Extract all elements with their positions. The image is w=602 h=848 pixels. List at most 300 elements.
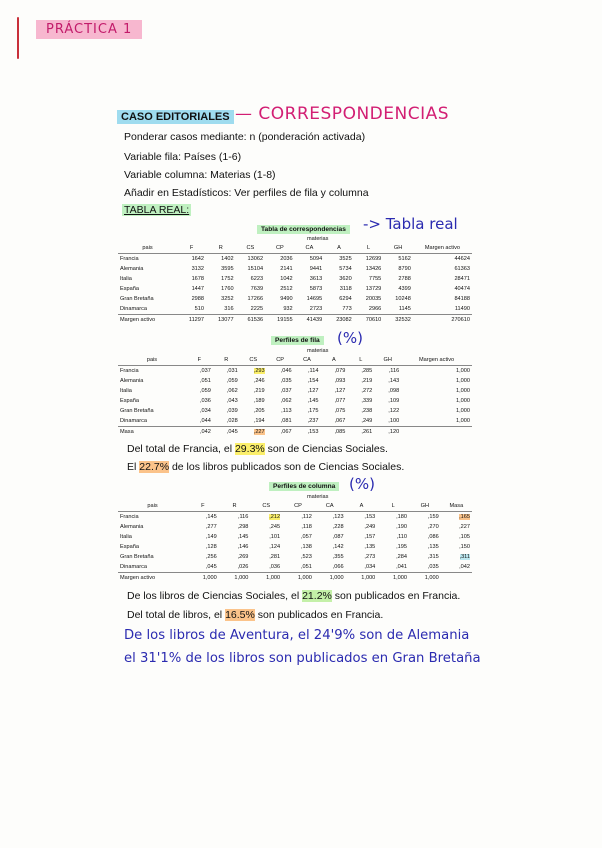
table-cell: ,034 bbox=[199, 408, 211, 414]
table-cell: ,138 bbox=[300, 544, 312, 550]
instruction-line-3: Variable columna: Materias (1-8) bbox=[124, 169, 276, 181]
table-cell: 11490 bbox=[454, 306, 470, 312]
table-cell: ,153 bbox=[364, 514, 376, 520]
table-cell: ,041 bbox=[396, 564, 408, 570]
table-cell: 270610 bbox=[413, 315, 472, 326]
table3-col-header: CA bbox=[314, 501, 346, 512]
table-row bbox=[118, 427, 472, 438]
table-cell: 13426 bbox=[365, 266, 382, 272]
row-label: Dinamarca bbox=[120, 564, 148, 570]
table-cell: ,067 bbox=[267, 427, 294, 438]
table-cell: 2225 bbox=[250, 306, 264, 312]
table2-annotation: (%) bbox=[337, 329, 363, 347]
table-cell: ,355 bbox=[332, 554, 344, 560]
table2-col-header: F bbox=[186, 355, 213, 366]
handwritten-title: — CORRESPONDENCIAS bbox=[235, 104, 450, 124]
table2-col-header: CA bbox=[294, 355, 321, 366]
table2-group-label: materias bbox=[307, 348, 329, 354]
table3-col-header: L bbox=[377, 501, 409, 512]
table-cell: ,149 bbox=[205, 534, 217, 540]
table2-col-header: L bbox=[347, 355, 374, 366]
table2-col-header: GH bbox=[374, 355, 401, 366]
table-cell: 13062 bbox=[247, 256, 264, 262]
table-cell: 6223 bbox=[250, 276, 264, 282]
table-row bbox=[118, 376, 472, 386]
table-cell: ,189 bbox=[253, 398, 265, 404]
table-row bbox=[118, 304, 472, 315]
table-cell: ,062 bbox=[280, 398, 292, 404]
table2-col-header: R bbox=[213, 355, 240, 366]
row-label: Margen activo bbox=[118, 315, 177, 326]
table-cell: ,075 bbox=[334, 408, 346, 414]
table-cell: ,298 bbox=[237, 524, 249, 530]
table-row bbox=[118, 522, 472, 532]
table3-annotation: (%) bbox=[349, 475, 375, 493]
table-cell: ,228 bbox=[332, 524, 344, 530]
table-cell: 5162 bbox=[398, 256, 411, 262]
table-cell: 1,000 bbox=[409, 573, 441, 584]
table-cell: ,059 bbox=[226, 378, 238, 384]
table-cell: ,101 bbox=[269, 534, 281, 540]
row-label: Gran Bretaña bbox=[120, 296, 154, 302]
table-cell: 2988 bbox=[191, 296, 205, 302]
row-label: Masa bbox=[118, 427, 186, 438]
table-cell: ,028 bbox=[226, 418, 238, 424]
table-cell: ,153 bbox=[294, 427, 321, 438]
table-row bbox=[118, 532, 472, 542]
table-cell: ,067 bbox=[334, 418, 346, 424]
table-cell: 1,000 bbox=[314, 573, 346, 584]
table-cell: 7639 bbox=[250, 286, 264, 292]
table-row bbox=[118, 264, 472, 274]
tabla-real-label: TABLA REAL: bbox=[124, 204, 190, 216]
table1-annotation: -> Tabla real bbox=[363, 215, 458, 233]
table-cell: ,036 bbox=[269, 564, 281, 570]
table1-col-header: R bbox=[206, 243, 236, 254]
row-label: Gran Bretaña bbox=[120, 554, 154, 560]
table-cell: ,077 bbox=[334, 398, 346, 404]
table-row bbox=[118, 274, 472, 284]
table-cell: 1,000 bbox=[250, 573, 282, 584]
table-cell: 28471 bbox=[454, 276, 470, 282]
table-cell: ,195 bbox=[396, 544, 408, 550]
table-cell: ,277 bbox=[205, 524, 217, 530]
table-cell: ,143 bbox=[388, 378, 400, 384]
table-cell: ,109 bbox=[388, 398, 400, 404]
table-cell: ,523 bbox=[300, 554, 312, 560]
table-cell: 40474 bbox=[454, 286, 470, 292]
table-cell bbox=[401, 427, 472, 438]
table-cell: ,159 bbox=[427, 514, 439, 520]
stat3-value: 21.2% bbox=[302, 590, 332, 602]
table1-row-header: pais bbox=[118, 243, 177, 254]
table-cell: ,284 bbox=[396, 554, 408, 560]
table-cell: ,114 bbox=[307, 368, 319, 374]
table-cell: ,085 bbox=[320, 427, 347, 438]
stat4-value: 16.5% bbox=[225, 609, 255, 621]
table-cell: 9490 bbox=[280, 296, 293, 302]
stat-cs-francia bbox=[127, 590, 460, 602]
table1-col-header: L bbox=[354, 243, 384, 254]
table-cell bbox=[441, 512, 472, 523]
table-cell: ,122 bbox=[388, 408, 400, 414]
highlighted-value: ,227 bbox=[253, 429, 265, 435]
table-cell: ,180 bbox=[396, 514, 408, 520]
table-cell: 5094 bbox=[309, 256, 323, 262]
table-cell bbox=[250, 512, 282, 523]
table-cell: ,219 bbox=[253, 388, 265, 394]
table-row bbox=[118, 512, 472, 523]
table-cell: ,057 bbox=[300, 534, 312, 540]
row-label: Dinamarca bbox=[120, 306, 148, 312]
table-cell: ,079 bbox=[334, 368, 346, 374]
table-cell: ,339 bbox=[361, 398, 373, 404]
table1-col-header: CA bbox=[295, 243, 325, 254]
table-cell: ,157 bbox=[364, 534, 376, 540]
table1 bbox=[118, 243, 472, 325]
table-cell: ,145 bbox=[205, 514, 217, 520]
table-cell: ,118 bbox=[301, 524, 312, 530]
table-row bbox=[118, 284, 472, 294]
table-cell: 15104 bbox=[247, 266, 264, 272]
stat1-post: son de Ciencias Sociales. bbox=[264, 443, 388, 455]
table-cell: 3132 bbox=[191, 266, 205, 272]
table-cell: ,261 bbox=[347, 427, 374, 438]
table-cell: 2141 bbox=[280, 266, 293, 272]
table-cell: 8790 bbox=[398, 266, 411, 272]
table-cell: 316 bbox=[224, 306, 234, 312]
table2-col-header: CS bbox=[240, 355, 267, 366]
handwritten-note-1: De los libros de Aventura, el 24'9% son de Alemania bbox=[124, 628, 470, 643]
table-cell bbox=[441, 573, 472, 584]
table-cell: 1,000 bbox=[456, 398, 470, 404]
row-label: Italia bbox=[120, 276, 132, 282]
table-cell: 19155 bbox=[265, 315, 295, 326]
table-cell: ,034 bbox=[364, 564, 376, 570]
table-cell: ,249 bbox=[361, 418, 373, 424]
table-cell: 1042 bbox=[280, 276, 293, 282]
table-cell: ,194 bbox=[253, 418, 265, 424]
table-cell: 3613 bbox=[309, 276, 323, 282]
table2 bbox=[118, 355, 472, 437]
table-cell: ,120 bbox=[374, 427, 401, 438]
table-cell bbox=[441, 552, 472, 562]
row-label: Alemania bbox=[120, 266, 144, 272]
table-row bbox=[118, 552, 472, 562]
table-cell: 1,000 bbox=[377, 573, 409, 584]
table3-header-row bbox=[118, 501, 472, 512]
table-cell: ,124 bbox=[269, 544, 281, 550]
table-row bbox=[118, 315, 472, 326]
table-cell: ,246 bbox=[253, 378, 265, 384]
table-cell: ,110 bbox=[396, 534, 408, 540]
table-cell: ,145 bbox=[307, 398, 319, 404]
table-cell: ,142 bbox=[332, 544, 344, 550]
table-cell: ,269 bbox=[237, 554, 249, 560]
table-cell: ,042 bbox=[186, 427, 213, 438]
table-cell: 12699 bbox=[365, 256, 382, 262]
table-row bbox=[118, 562, 472, 573]
table1-col-header: CS bbox=[236, 243, 266, 254]
table-cell: 3252 bbox=[221, 296, 234, 302]
row-label: Italia bbox=[120, 534, 132, 540]
table1-group-label: materias bbox=[307, 236, 329, 242]
stat2-pre: El bbox=[127, 461, 140, 473]
table-cell: ,116 bbox=[237, 514, 249, 520]
stat-francia-cs bbox=[127, 443, 388, 455]
table-cell: ,100 bbox=[388, 418, 400, 424]
stat-total-cs bbox=[127, 461, 404, 473]
table-cell: ,062 bbox=[226, 388, 238, 394]
table-cell: 6294 bbox=[339, 296, 352, 302]
table-cell: ,037 bbox=[280, 388, 292, 394]
table-cell: 11297 bbox=[177, 315, 206, 326]
table-cell: 3118 bbox=[339, 286, 352, 292]
table-cell bbox=[240, 366, 267, 377]
instruction-line-1: Ponderar casos mediante: n (ponderación activada) bbox=[124, 131, 366, 143]
stat2-value: 22.7% bbox=[139, 461, 170, 473]
table-cell: ,045 bbox=[213, 427, 240, 438]
table3-row-header: pais bbox=[118, 501, 187, 512]
table-cell: 1678 bbox=[191, 276, 205, 282]
instruction-line-4: Añadir en Estadísticos: Ver perfiles de fila y columna bbox=[124, 187, 369, 199]
table-cell: 1,000 bbox=[219, 573, 251, 584]
table2-col-header: Margen activo bbox=[401, 355, 472, 366]
table-cell: ,081 bbox=[280, 418, 292, 424]
table-cell: 61363 bbox=[454, 266, 470, 272]
highlighted-value: ,293 bbox=[253, 368, 265, 374]
table1-header-row bbox=[118, 243, 472, 254]
table-cell: ,037 bbox=[199, 368, 211, 374]
table2-row-header: pais bbox=[118, 355, 186, 366]
table-cell: ,128 bbox=[205, 544, 217, 550]
table-cell: ,112 bbox=[301, 514, 312, 520]
table-cell: ,256 bbox=[205, 554, 217, 560]
table-cell: ,059 bbox=[199, 388, 211, 394]
table-cell: ,281 bbox=[269, 554, 281, 560]
table-cell: 20035 bbox=[365, 296, 382, 302]
table-row bbox=[118, 294, 472, 304]
case-label: CASO EDITORIALES bbox=[117, 110, 234, 124]
stat-total-francia bbox=[127, 609, 383, 621]
stat1-value: 29.3% bbox=[234, 443, 265, 455]
row-label: España bbox=[120, 544, 139, 550]
table-cell: 2723 bbox=[309, 306, 323, 312]
table-cell: 1752 bbox=[221, 276, 234, 282]
table-cell: 4399 bbox=[398, 286, 411, 292]
table-cell: ,042 bbox=[459, 564, 470, 570]
table-cell: ,238 bbox=[361, 408, 373, 414]
highlighted-value: ,165 bbox=[459, 514, 470, 520]
table3-col-header: A bbox=[346, 501, 378, 512]
table-cell: 773 bbox=[342, 306, 352, 312]
table-cell: 1,000 bbox=[456, 418, 470, 424]
table-cell: 41439 bbox=[295, 315, 325, 326]
table-cell: ,035 bbox=[280, 378, 292, 384]
table-cell: ,272 bbox=[361, 388, 373, 394]
table-cell: 1,000 bbox=[456, 378, 470, 384]
stat3-pre: De los libros de Ciencias Sociales, el bbox=[127, 590, 303, 602]
table-cell: 9441 bbox=[309, 266, 323, 272]
table-cell: ,086 bbox=[427, 534, 439, 540]
table-cell: ,145 bbox=[237, 534, 249, 540]
table-cell: 70610 bbox=[354, 315, 384, 326]
table-cell: 1760 bbox=[221, 286, 234, 292]
row-label: Francia bbox=[120, 256, 139, 262]
table1-title: Tabla de correspondencias bbox=[257, 225, 350, 234]
table-cell: ,127 bbox=[334, 388, 346, 394]
table-cell: ,227 bbox=[459, 524, 470, 530]
table-cell: ,190 bbox=[396, 524, 408, 530]
table3-group-label: materias bbox=[307, 494, 329, 500]
table1-col-header: GH bbox=[383, 243, 413, 254]
table-row bbox=[118, 386, 472, 396]
table-row bbox=[118, 416, 472, 427]
table-cell: ,051 bbox=[199, 378, 211, 384]
table-cell: 2788 bbox=[398, 276, 411, 282]
row-label: Alemania bbox=[120, 524, 144, 530]
table-cell: 3595 bbox=[221, 266, 234, 272]
table-cell: 1402 bbox=[221, 256, 234, 262]
table-cell: 3620 bbox=[339, 276, 352, 282]
row-label: España bbox=[120, 286, 139, 292]
row-label: Alemania bbox=[120, 378, 144, 384]
table-row bbox=[118, 542, 472, 552]
table-cell: ,123 bbox=[332, 514, 344, 520]
table-row bbox=[118, 254, 472, 265]
row-label: Margen activo bbox=[118, 573, 187, 584]
table2-col-header: CP bbox=[267, 355, 294, 366]
table-cell: ,150 bbox=[459, 544, 470, 550]
table-cell: 2512 bbox=[280, 286, 293, 292]
table-cell: ,315 bbox=[427, 554, 439, 560]
table-cell: 1,000 bbox=[346, 573, 378, 584]
table3-col-header: CP bbox=[282, 501, 314, 512]
instruction-line-2: Variable fila: Países (1-6) bbox=[124, 151, 242, 163]
stat4-pre: Del total de libros, el bbox=[127, 609, 226, 621]
table-cell: ,093 bbox=[334, 378, 346, 384]
table-cell: ,113 bbox=[281, 408, 292, 414]
table-row bbox=[118, 366, 472, 377]
table-cell: ,237 bbox=[307, 418, 319, 424]
table-cell: 13077 bbox=[206, 315, 236, 326]
stat3-post: son publicados en Francia. bbox=[331, 590, 461, 602]
row-label: Francia bbox=[120, 514, 139, 520]
table1-col-header: A bbox=[324, 243, 354, 254]
table-cell: ,154 bbox=[307, 378, 319, 384]
table-cell: ,135 bbox=[364, 544, 376, 550]
table-cell: 7755 bbox=[368, 276, 382, 282]
page-title: PRÁCTICA 1 bbox=[36, 20, 142, 39]
table-cell: 5734 bbox=[339, 266, 352, 272]
table-cell: ,249 bbox=[364, 524, 376, 530]
stat2-post: de los libros publicados son de Ciencias Sociales. bbox=[169, 461, 405, 473]
table-cell: ,043 bbox=[226, 398, 238, 404]
table-cell: ,026 bbox=[237, 564, 249, 570]
table2-header-row bbox=[118, 355, 472, 366]
table3-col-header: Masa bbox=[441, 501, 472, 512]
table-cell: 1145 bbox=[398, 306, 411, 312]
table3 bbox=[118, 501, 472, 583]
row-label: Italia bbox=[120, 388, 132, 394]
table-cell: 1,000 bbox=[456, 368, 470, 374]
table3-col-header: GH bbox=[409, 501, 441, 512]
table-cell: ,219 bbox=[361, 378, 373, 384]
table-cell: 32532 bbox=[383, 315, 413, 326]
red-margin-mark bbox=[17, 17, 19, 59]
table-cell: 510 bbox=[194, 306, 205, 312]
table1-col-header: Margen activo bbox=[413, 243, 472, 254]
table2-col-header: A bbox=[320, 355, 347, 366]
table-cell: ,273 bbox=[364, 554, 376, 560]
table-cell: ,245 bbox=[269, 524, 281, 530]
table-cell: ,205 bbox=[253, 408, 265, 414]
stat1-pre: Del total de Francia, el bbox=[127, 443, 235, 455]
table-cell: ,127 bbox=[307, 388, 319, 394]
table-cell: ,270 bbox=[427, 524, 439, 530]
table-cell: ,146 bbox=[237, 544, 249, 550]
table-cell: ,116 bbox=[388, 368, 400, 374]
table-cell: ,035 bbox=[427, 564, 439, 570]
table2-title: Perfiles de fila bbox=[271, 336, 324, 345]
table-cell: 1,000 bbox=[282, 573, 314, 584]
table-cell: 1447 bbox=[191, 286, 205, 292]
table3-col-header: F bbox=[187, 501, 219, 512]
table-cell: ,135 bbox=[427, 544, 439, 550]
table-cell: 932 bbox=[283, 306, 293, 312]
row-label: Francia bbox=[120, 368, 139, 374]
table3-col-header: CS bbox=[250, 501, 282, 512]
table-row bbox=[118, 573, 472, 584]
table-cell bbox=[240, 427, 267, 438]
table-cell: 3525 bbox=[339, 256, 352, 262]
table-cell: ,098 bbox=[388, 388, 400, 394]
table-cell: 5873 bbox=[309, 286, 323, 292]
row-label: Gran Bretaña bbox=[120, 408, 154, 414]
table-cell: 14695 bbox=[306, 296, 323, 302]
stat4-post: son publicados en Francia. bbox=[254, 609, 384, 621]
table-cell: 61536 bbox=[236, 315, 266, 326]
row-label: Dinamarca bbox=[120, 418, 148, 424]
table-cell: ,285 bbox=[361, 368, 373, 374]
table-cell: ,039 bbox=[226, 408, 238, 414]
highlighted-value: ,212 bbox=[269, 514, 281, 520]
table-cell: ,031 bbox=[226, 368, 238, 374]
table-cell: ,105 bbox=[459, 534, 470, 540]
table-cell: ,175 bbox=[307, 408, 319, 414]
table-cell: 1642 bbox=[191, 256, 205, 262]
table-cell: 2966 bbox=[368, 306, 382, 312]
table-cell: ,044 bbox=[199, 418, 211, 424]
table-cell: 13729 bbox=[365, 286, 382, 292]
highlighted-value: ,311 bbox=[459, 554, 470, 560]
table-cell: 1,000 bbox=[456, 388, 470, 394]
handwritten-note-2: el 31'1% de los libros son publicados en Gran Bretaña bbox=[124, 651, 481, 666]
table-cell: ,066 bbox=[332, 564, 344, 570]
table-row bbox=[118, 406, 472, 416]
table-cell: ,046 bbox=[280, 368, 292, 374]
table-cell: ,036 bbox=[199, 398, 211, 404]
table3-title: Perfiles de columna bbox=[269, 482, 339, 491]
table-cell: 1,000 bbox=[187, 573, 219, 584]
table-cell: 10248 bbox=[395, 296, 411, 302]
table1-col-header: F bbox=[177, 243, 206, 254]
table3-col-header: R bbox=[219, 501, 251, 512]
row-label: España bbox=[120, 398, 139, 404]
table-cell: ,051 bbox=[300, 564, 312, 570]
table-cell: ,087 bbox=[332, 534, 344, 540]
table-cell: 1,000 bbox=[456, 408, 470, 414]
